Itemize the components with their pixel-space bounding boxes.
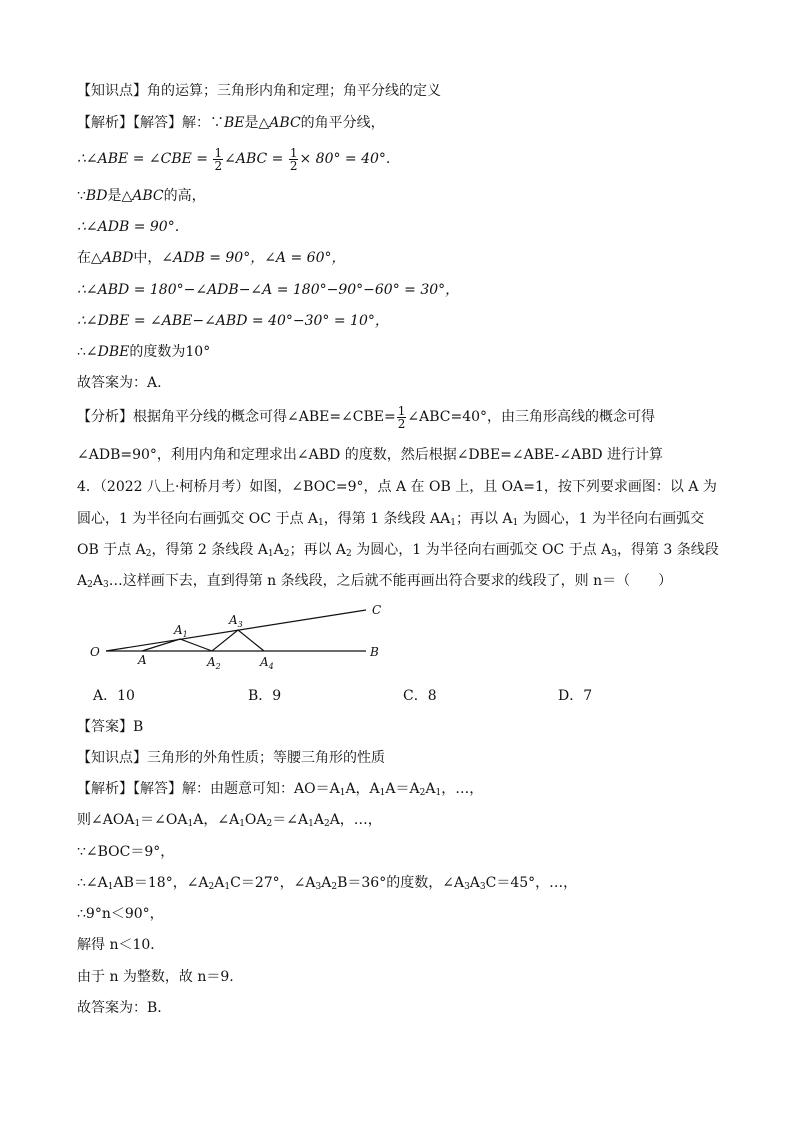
label-o: O bbox=[90, 645, 100, 659]
zigzag-segments bbox=[142, 630, 264, 651]
math-triangle: △ABC bbox=[258, 115, 301, 131]
math: △ABD bbox=[91, 250, 134, 266]
sub: 1 bbox=[107, 882, 114, 892]
sub: 2 bbox=[87, 580, 93, 590]
label-a2: $A_2$ bbox=[207, 655, 221, 671]
sub: 2 bbox=[331, 882, 338, 892]
text: A bbox=[321, 875, 332, 891]
sub: 1 bbox=[239, 819, 245, 829]
text: 是 bbox=[244, 115, 259, 131]
text: A，∠A bbox=[193, 812, 240, 828]
text: A bbox=[469, 875, 480, 891]
solution-2-line-3: ∵∠BOC＝9°， bbox=[77, 844, 175, 860]
knowledge-points-1: 【知识点】角的运算；三角形内角和定理；角平分线的定义 bbox=[77, 83, 441, 99]
sub: 1 bbox=[435, 788, 442, 798]
text: ；再以 A bbox=[289, 542, 347, 558]
solution-intro bbox=[77, 114, 385, 132]
label-a: A bbox=[138, 653, 147, 667]
step-dbe: ∴∠DBE = ∠ABE−∠ABD = 40°−30° = 10°， bbox=[77, 313, 389, 329]
text: OB 于点 A bbox=[77, 542, 146, 558]
sub: 1 bbox=[134, 819, 141, 829]
solution-2-line-7: 由于 n 为整数，故 n＝9. bbox=[77, 969, 234, 985]
question-4-line-2 bbox=[77, 510, 704, 532]
question-4-line-4 bbox=[77, 572, 672, 594]
denominator: 2 bbox=[214, 158, 223, 173]
text: A，A bbox=[345, 781, 380, 797]
text: B＝36°的度数，∠A bbox=[337, 875, 465, 891]
text: C＝27°，∠A bbox=[230, 875, 316, 891]
sub: 2 bbox=[208, 882, 215, 892]
sub: 1 bbox=[379, 788, 386, 798]
sub: 1 bbox=[318, 518, 324, 528]
answer-2: 故答案为：B. bbox=[77, 1000, 162, 1016]
text: 【分析】根据角平分线的概念可得∠ABE=∠CBE= bbox=[77, 409, 396, 425]
text: ；再以 A bbox=[455, 511, 513, 527]
fraction-half bbox=[213, 147, 223, 172]
text: ，…， bbox=[441, 781, 484, 797]
text: A＝A bbox=[385, 781, 420, 797]
answer-options bbox=[93, 687, 592, 705]
sub: 1 bbox=[450, 518, 456, 528]
fraction-half bbox=[397, 405, 407, 430]
sub: 1 bbox=[187, 819, 194, 829]
label-a1: $A_1$ bbox=[174, 623, 188, 639]
option-d[interactable]: D．7 bbox=[558, 688, 593, 704]
step-adb: ∴∠ADB = 90°. bbox=[77, 219, 180, 235]
sub: 2 bbox=[323, 819, 330, 829]
text: 为圆心，1 为半径向右画弧交 bbox=[518, 511, 705, 527]
sub: 2 bbox=[283, 549, 290, 559]
sub: 2 bbox=[266, 819, 273, 829]
math: ∠DBE bbox=[85, 344, 130, 360]
text: ＝∠A bbox=[272, 812, 309, 828]
text: ∵ bbox=[77, 188, 86, 204]
text: AB＝18°，∠A bbox=[113, 875, 209, 891]
text: 则∠AOA bbox=[77, 812, 135, 828]
text: C＝45°，…， bbox=[485, 875, 578, 891]
answer-label: 【答案】B bbox=[77, 719, 144, 735]
sub: 1 bbox=[512, 518, 519, 528]
geometry-figure bbox=[88, 600, 408, 680]
text: A，…， bbox=[329, 812, 382, 828]
solution-2-line-2 bbox=[77, 811, 382, 833]
text: A bbox=[214, 875, 225, 891]
option-b[interactable]: B．9 bbox=[248, 688, 282, 704]
step-result bbox=[77, 343, 210, 361]
angle-bisector-equation bbox=[77, 146, 390, 172]
solution-2-line-5: ∴9°n＜90°， bbox=[77, 906, 164, 922]
step-triangle-abd bbox=[77, 249, 345, 267]
label-c: C bbox=[372, 603, 382, 617]
altitude-line bbox=[77, 187, 206, 205]
text: 【解析】【解答】解：由题意可知：AO＝A bbox=[77, 781, 340, 797]
solution-2-line-1 bbox=[77, 780, 483, 802]
label-a3: $A_3$ bbox=[229, 613, 243, 629]
text: 的度数为10° bbox=[129, 344, 211, 360]
text: 是 bbox=[107, 188, 122, 204]
math-bd: BD bbox=[85, 188, 108, 204]
text: A bbox=[425, 781, 436, 797]
fraction-half bbox=[289, 147, 299, 172]
text: ∴ bbox=[77, 344, 86, 360]
numerator: 1 bbox=[214, 145, 223, 160]
sub: 3 bbox=[315, 882, 322, 892]
text: A bbox=[92, 573, 103, 589]
text: ，得第 1 条线段 AA bbox=[323, 511, 451, 527]
text: 的角平分线， bbox=[300, 115, 385, 131]
sub: 1 bbox=[339, 788, 346, 798]
sub: 3 bbox=[611, 549, 617, 559]
label-a4: $A_4$ bbox=[260, 655, 274, 671]
text: 【解析】【解答】解：∵ bbox=[77, 115, 224, 131]
text: A bbox=[77, 573, 88, 589]
sub: 3 bbox=[479, 882, 486, 892]
question-4-line-3 bbox=[77, 541, 719, 563]
text: A bbox=[273, 542, 284, 558]
text: ，得第 3 条线段 bbox=[616, 542, 719, 558]
sub: 1 bbox=[267, 549, 274, 559]
text: 在 bbox=[77, 250, 91, 266]
sub: 2 bbox=[145, 549, 152, 559]
sub: 3 bbox=[102, 580, 109, 590]
text: ，得第 2 条线段 A bbox=[151, 542, 268, 558]
text: A bbox=[313, 812, 324, 828]
text: OA bbox=[244, 812, 267, 828]
math-triangle: △ABC bbox=[121, 188, 164, 204]
sub: 1 bbox=[308, 819, 314, 829]
text: ＝∠OA bbox=[140, 812, 188, 828]
label-b: B bbox=[370, 645, 379, 659]
analysis-2: ∠ADB=90°，利用内角和定理求出∠ABD 的度数，然后根据∠DBE=∠ABE-∠ABD 进行计算 bbox=[77, 447, 664, 463]
text: 为圆心，1 为半径向右画弧交 OC 于点 A bbox=[351, 542, 612, 558]
text: ∴∠A bbox=[77, 875, 108, 891]
sub: 1 bbox=[224, 882, 231, 892]
text: ∠ABC=40°，由三角形高线的概念可得 bbox=[407, 409, 656, 425]
math: ∴∠ABE = ∠CBE = bbox=[77, 151, 213, 167]
sub: 2 bbox=[419, 788, 426, 798]
analysis-1 bbox=[77, 404, 655, 430]
question-4-line-1: 4．（2022 八上·柯桥月考）如图，∠BOC=9°，点 A 在 OB 上，且 OA=1，按下列要求画图：以 A 为 bbox=[77, 479, 717, 495]
solution-2-line-6: 解得 n＜10． bbox=[77, 937, 165, 953]
answer-1: 故答案为：A. bbox=[77, 375, 162, 391]
math: ∠ADB = 90°，∠A = 60°， bbox=[161, 250, 346, 266]
option-c[interactable]: C．8 bbox=[403, 688, 437, 704]
math: ∠ABC = bbox=[224, 151, 288, 167]
numerator: 1 bbox=[289, 145, 298, 160]
knowledge-points-2: 【知识点】三角形的外角性质；等腰三角形的性质 bbox=[77, 750, 385, 766]
math-be: BE bbox=[224, 115, 245, 131]
denominator: 2 bbox=[397, 416, 406, 431]
text: 圆心，1 为半径向右画弧交 OC 于点 A bbox=[77, 511, 319, 527]
sub: 3 bbox=[464, 882, 470, 892]
option-a[interactable]: A．10 bbox=[93, 688, 135, 704]
solution-2-line-4 bbox=[77, 874, 577, 896]
denominator: 2 bbox=[289, 158, 298, 173]
math: × 80° = 40°. bbox=[299, 151, 391, 167]
numerator: 1 bbox=[397, 403, 406, 418]
text: 的高， bbox=[163, 188, 206, 204]
step-abd: ∴∠ABD = 180°−∠ADB−∠A = 180°−90°−60° = 30°， bbox=[77, 282, 460, 298]
text: …这样画下去，直到得第 n 条线段，之后就不能再画出符合要求的线段了，则 n＝（ ） bbox=[108, 573, 673, 589]
sub: 2 bbox=[346, 549, 352, 559]
text: 中， bbox=[133, 250, 162, 266]
